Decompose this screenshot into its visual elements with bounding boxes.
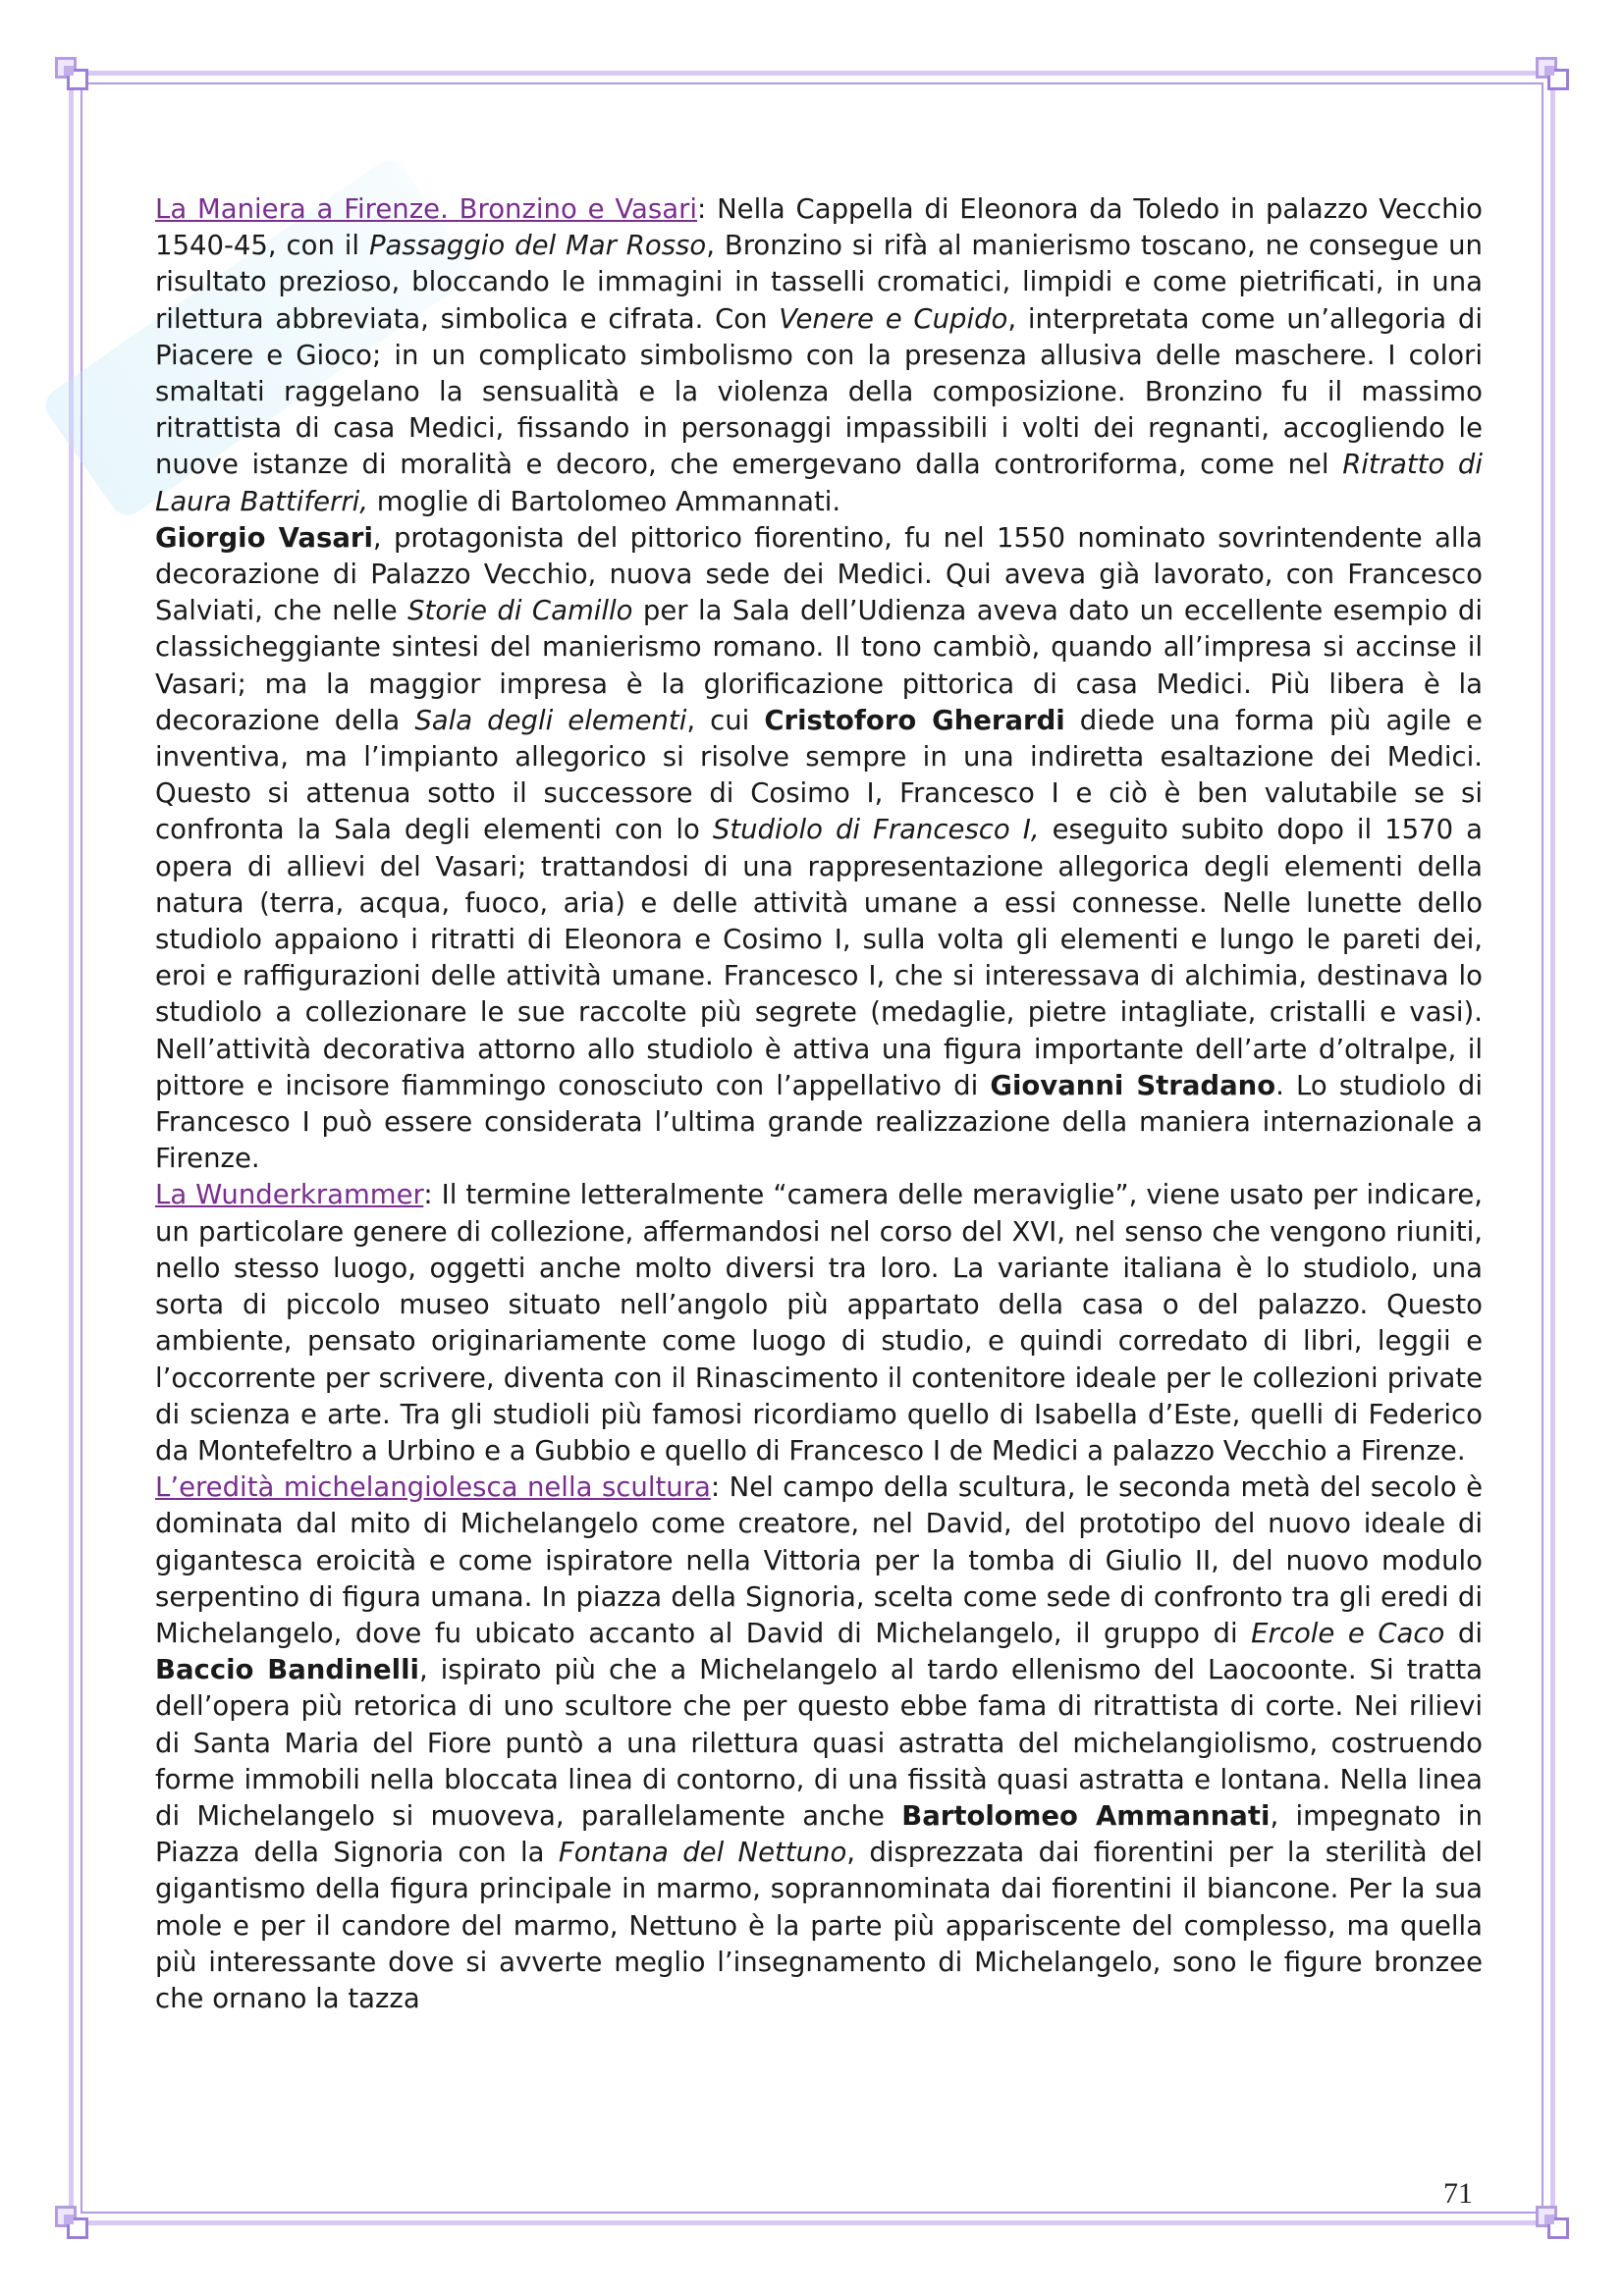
body-text: di bbox=[1444, 1617, 1483, 1649]
corner-ornament-top-right bbox=[1532, 53, 1573, 94]
artwork-title: Ercole e Caco bbox=[1251, 1617, 1445, 1649]
bold-name: Giorgio Vasari bbox=[155, 521, 373, 554]
body-text: moglie di Bartolomeo Ammannati. bbox=[368, 485, 841, 517]
bold-name: Cristoforo Gherardi bbox=[764, 704, 1065, 736]
bold-name: Bartolomeo Ammannati bbox=[901, 1799, 1271, 1832]
body-text: . Lo studiolo di Francesco I può essere considerata l’ultima grande realizzazione della maniera internazionale a Firenze. bbox=[155, 1069, 1483, 1175]
body-text: , ispirato più che a Michelangelo al tardo ellenismo del Laocoonte. Si tratta dell’opera più retorica di uno scultore che per questo ebbe fama di ritrattista di corte. Nei rilievi di Santa Maria del Fiore puntò a una rilettura quasi astratta del michelangiolismo, costruendo forme immobili nella bloccata linea di contorno, di una fissità quasi astratta e lontana. Nella linea di Michelangelo si muoveva, parallelamente anche bbox=[155, 1654, 1483, 1832]
corner-ornament-top-left bbox=[51, 53, 92, 94]
body-text: : Nel campo della scultura, le seconda metà del secolo è dominata dal mito di Michelangelo come creatore, nel David, del prototipo del nuovo ideale di gigantesca eroicità e come ispiratore nella Vittoria per la tomba di Giulio II, del nuovo modulo serpentino di figura umana. In piazza della Signoria, scelta come sede di confronto tra gli eredi di Michelangelo, dove fu ubicato accanto al David di Michelangelo, il gruppo di bbox=[155, 1471, 1484, 1649]
page-number: 71 bbox=[1443, 2177, 1473, 2210]
body-text: eseguito subito dopo il 1570 a opera di allievi del Vasari; trattandosi di una rappresentazione allegorica degli elementi della natura (terra, acqua, fuoco, aria) e delle attività umane a essi connesse. Nelle lunette dello studiolo appaiono i ritratti di Eleonora e Cosimo I, sulla volta gli elementi e lungo le pareti dei, eroi e raffigurazioni delle attività umane. Francesco I, che si interessava di alchimia, destinava lo studiolo a collezionare le sue raccolte più segrete (medaglie, pietre intagliate, cristalli e vasi). Nell’attività decorativa attorno allo studiolo è attiva una figura importante dell’arte d’oltralpe, il pittore e incisore fiammingo conosciuto con l’appellativo di bbox=[155, 814, 1483, 1101]
bold-name: Baccio Bandinelli bbox=[155, 1654, 419, 1686]
section-heading-link[interactable]: La Maniera a Firenze. Bronzino e Vasari bbox=[155, 193, 698, 225]
body-text: , interpretata come un’allegoria di Piacere e Gioco; in un complicato simbolismo con la presenza allusiva delle maschere. I colori smaltati raggelano la sensualità e la violenza della composizione. Bronzino fu il massimo ritrattista di casa Medici, fissando in personaggi impassibili i volti dei regnanti, accogliendo le nuove istanze di moralità e decoro, che emergevano dalla controriforma, come nel bbox=[155, 302, 1483, 481]
paragraph bbox=[155, 1177, 1483, 1469]
artwork-title: Sala degli elementi bbox=[414, 704, 687, 736]
artwork-title: Venere e Cupido bbox=[779, 302, 1008, 335]
corner-ornament-bottom-right bbox=[1532, 2202, 1573, 2243]
body-text: diede una forma più agile e inventiva, ma l’impianto allegorico si risolve sempre in una indiretta esaltazione dei Medici. Questo si attenua sotto il successore di Cosimo I, Francesco I e ciò è ben valutabile se si confronta la Sala degli elementi con lo bbox=[155, 704, 1483, 846]
bold-name: Giovanni Stradano bbox=[990, 1069, 1276, 1101]
body-text: : Il termine letteralmente “camera delle meraviglie”, viene usato per indicare, un particolare genere di collezione, affermandosi nel corso del XVI, nel senso che vengono riuniti, nello stesso luogo, oggetti anche molto diversi tra loro. La variante italiana è lo studiolo, una sorta di piccolo museo situato nell’angolo più appartato della casa o del palazzo. Questo ambiente, pensato originariamente come luogo di studio, e quindi corredato di libri, leggii e l’occorrente per scrivere, diventa con il Rinascimento il contenitore ideale per le collezioni private di scienza e arte. Tra gli studioli più famosi ricordiamo quello di Isabella d’Este, quelli di Federico da Montefeltro a Urbino e a Gubbio e quello di Francesco I de Medici a palazzo Vecchio a Firenze. bbox=[155, 1179, 1483, 1467]
body-text: per la Sala dell’Udienza aveva dato un eccellente esempio di classicheggiante sintesi del manierismo romano. Il tono cambiò, quando all’impresa si accinse il Vasari; ma la maggior impresa è la glorificazione pittorica di casa Medici. Più libera è la decorazione della bbox=[155, 595, 1483, 736]
corner-ornament-bottom-left bbox=[51, 2202, 92, 2243]
section-heading-link[interactable]: La Wunderkrammer bbox=[155, 1179, 424, 1211]
artwork-title: Fontana del Nettuno bbox=[558, 1837, 847, 1869]
section-heading-link[interactable]: L’eredità michelangiolesca nella scultura bbox=[155, 1471, 711, 1504]
body-text: , impegnato in Piazza della Signoria con la bbox=[155, 1799, 1483, 1869]
body-text: : Nella Cappella di Eleonora da Toledo in palazzo Vecchio 1540-45, con il bbox=[155, 193, 1483, 262]
artwork-title: Passaggio del Mar Rosso bbox=[368, 230, 707, 262]
paragraph bbox=[155, 191, 1483, 520]
artwork-title: Storie di Camillo bbox=[407, 595, 633, 627]
artwork-title: Ritratto di Laura Battiferri, bbox=[155, 449, 1483, 517]
artwork-title: Studiolo di Francesco I, bbox=[712, 814, 1040, 846]
body-text: , protagonista del pittorico fiorentino, fu nel 1550 nominato sovrintendente alla decorazione di Palazzo Vecchio, nuova sede dei Medici. Qui aveva già lavorato, con Francesco Salviati, che nelle bbox=[155, 521, 1483, 627]
body-text: , disprezzata dai fiorentini per la sterilità del gigantismo della figura principale in marmo, soprannominata dai fiorentini il biancone. Per la sua mole e per il candore del marmo, Nettuno è la parte più appariscente del complesso, ma quella più interessante dove si avverte meglio l’insegnamento di Michelangelo, sono le figure bronzee che ornano la tazza bbox=[155, 1837, 1483, 2014]
body-text: , cui bbox=[686, 704, 765, 736]
paragraph bbox=[155, 1469, 1483, 2017]
body-text: , Bronzino si rifà al manierismo toscano, ne consegue un risultato prezioso, bloccando le immagini in tasselli cromatici, limpidi e come pietrificati, in una rilettura abbreviata, simbolica e cifrata. Con bbox=[155, 230, 1483, 335]
document-body bbox=[155, 191, 1483, 2017]
paragraph bbox=[155, 520, 1483, 1178]
